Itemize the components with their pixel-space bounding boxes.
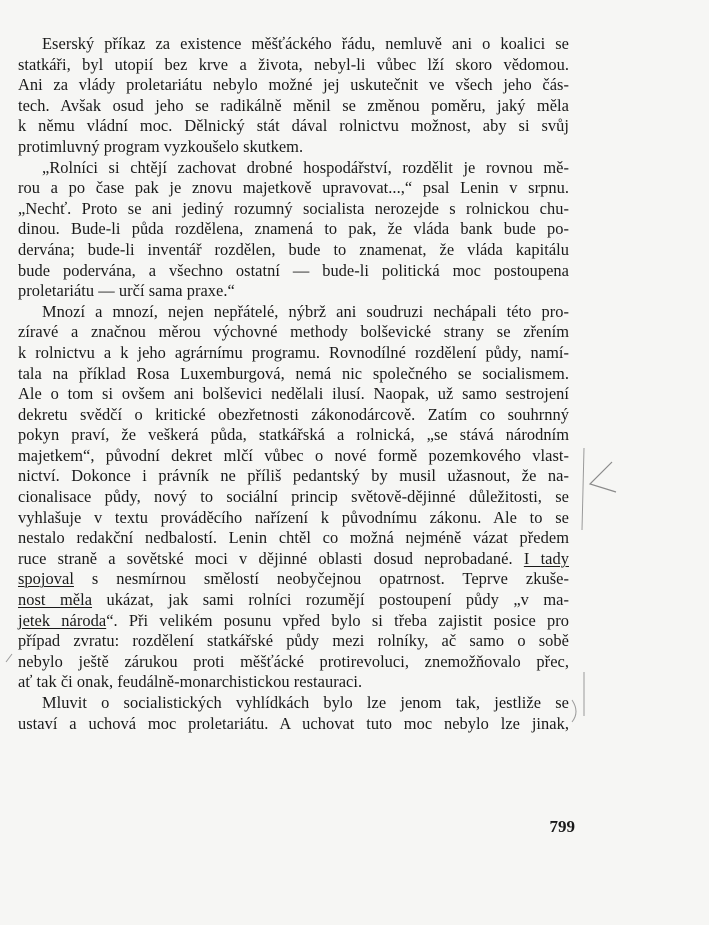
- text-line: vyhlašuje v textu prováděcího nařízení k původnímu zákonu. Ale to se: [18, 507, 569, 527]
- underlined-text: nost měla: [18, 590, 93, 610]
- text-line: [18, 549, 569, 570]
- underlined-text: I tady: [523, 548, 569, 568]
- margin-vertical-mark: [582, 448, 584, 530]
- text-line: tech. Avšak osud jeho se radikálně měnil se změnou poměru, jaký měla: [18, 95, 569, 115]
- text-line: proletariátu — určí sama praxe.“: [18, 281, 235, 301]
- paragraph-1: [18, 34, 569, 158]
- text-line: dinou. Bude-li půda rozdělena, znamená to pak, že vláda bank bude po-: [18, 219, 569, 239]
- text-line: dekretu svědčí o kritické obezřetnosti zákonodárcově. Zatím co souhrnný: [18, 404, 569, 424]
- text-line: nebylo ještě zárukou proti měšťácké protirevoluci, znemožňovalo přec,: [18, 651, 569, 671]
- text-line: „Rolníci si chtějí zachovat drobné hospodářství, rozdělit je rovnou mě-: [42, 157, 569, 177]
- text-line: Ale o tom si ovšem ani bolševici nedělali ilusí. Naopak, už samo sestrojení: [18, 384, 569, 404]
- text-line: bude podervána, a všechno ostatní — bude-li politická moc postoupena: [18, 260, 569, 280]
- text-span: s nesmírnou smělostí neobyčejnou opatrnost. Teprve zkuše-: [73, 569, 569, 589]
- page-number: 799: [549, 817, 575, 836]
- text-line: tala na příklad Rosa Luxemburgová, nemá nic společného se socialismem.: [18, 363, 569, 383]
- paragraph-3: [18, 302, 569, 693]
- text-line: [18, 590, 569, 611]
- text-span: “. Při velikém posunu vpřed bylo si třeba zajistit posice pro: [106, 610, 569, 630]
- margin-tick-mark: [6, 654, 12, 662]
- text-line: případ zvratu: rozdělení statkářské půdy mezi rolníky, ač samo o sobě: [18, 631, 569, 651]
- text-span: ruce straně a sovětské moci v dějinné oblasti dosud neprobadané.: [18, 548, 524, 568]
- text-line: majetkem“, původní dekret mlčí vůbec o nové formě pozemkového vlast-: [18, 445, 569, 465]
- text-line: ať tak či onak, feudálně-monarchistickou restauraci.: [18, 672, 363, 692]
- body-text: [18, 34, 569, 734]
- text-line: nictví. Dokonce i právník ne příliš pedantský by musil užasnout, že na-: [18, 466, 569, 486]
- text-line: protimluvný program vyzkoušelo skutkem.: [18, 136, 304, 156]
- margin-bracket-mark: [590, 462, 616, 492]
- text-line: dervána; bude-li inventář rozdělen, bude to znamenat, že vláda kapitálu: [18, 239, 569, 259]
- text-line: rou a po čase pak je znovu majetkově upravovat...,“ psal Lenin v srpnu.: [18, 178, 569, 198]
- text-line: cionalisace půdy, nový to sociální princip světově-dějinné důležitosti, se: [18, 487, 569, 507]
- text-line: k němu vládní moc. Dělnický stát dával rolnictvu možnost, aby si svůj: [18, 116, 569, 136]
- text-line: statkáři, byl utopií bez krve a života, nebyl-li vůbec lží skoro vědomou.: [18, 54, 569, 74]
- paragraph-2: [18, 158, 569, 302]
- text-line: Eserský příkaz za existence měšťáckého řádu, nemluvě ani o koalici se: [42, 34, 569, 53]
- text-span: ukázat, jak sami rolníci rozumějí postoupení půdy „v ma-: [92, 590, 569, 610]
- text-line: Ani za vlády proletariátu nebylo možné jej uskutečnit ve všech jeho čás-: [18, 75, 569, 95]
- text-line: Mluvit o socialistických vyhlídkách bylo lze jenom tak, jestliže se: [42, 693, 569, 712]
- text-line: [18, 569, 569, 590]
- underlined-text: jetek národa: [18, 610, 107, 630]
- text-line: „Nechť. Proto se ani jediný rozumný socialista nerozejde s rolnickou chu-: [18, 198, 569, 218]
- text-line: [18, 611, 569, 632]
- margin-curl-mark: [572, 700, 576, 722]
- text-line: nestalo redakční nedbalostí. Lenin chtěl co možná nejméně vázat předem: [18, 528, 569, 548]
- text-line: k rolnictvu a k jeho agrárnímu programu. Rovnodílné rozdělení půdy, namí-: [18, 342, 569, 362]
- text-line: zíravé a značnou měrou výchovné methody bolševické strany se zřením: [18, 322, 569, 342]
- text-line: Mnozí a mnozí, nejen nepřátelé, nýbrž ani soudruzi nechápali této pro-: [42, 301, 569, 321]
- text-line: pokyn praví, že veškerá půda, statkářská a rolnická, „se stává národním: [18, 425, 569, 445]
- paragraph-4: [18, 693, 569, 734]
- text-line: ustaví a uchová moc proletariátu. A uchovat tuto moc nebylo lze jinak,: [18, 713, 569, 733]
- underlined-text: spojoval: [18, 569, 74, 589]
